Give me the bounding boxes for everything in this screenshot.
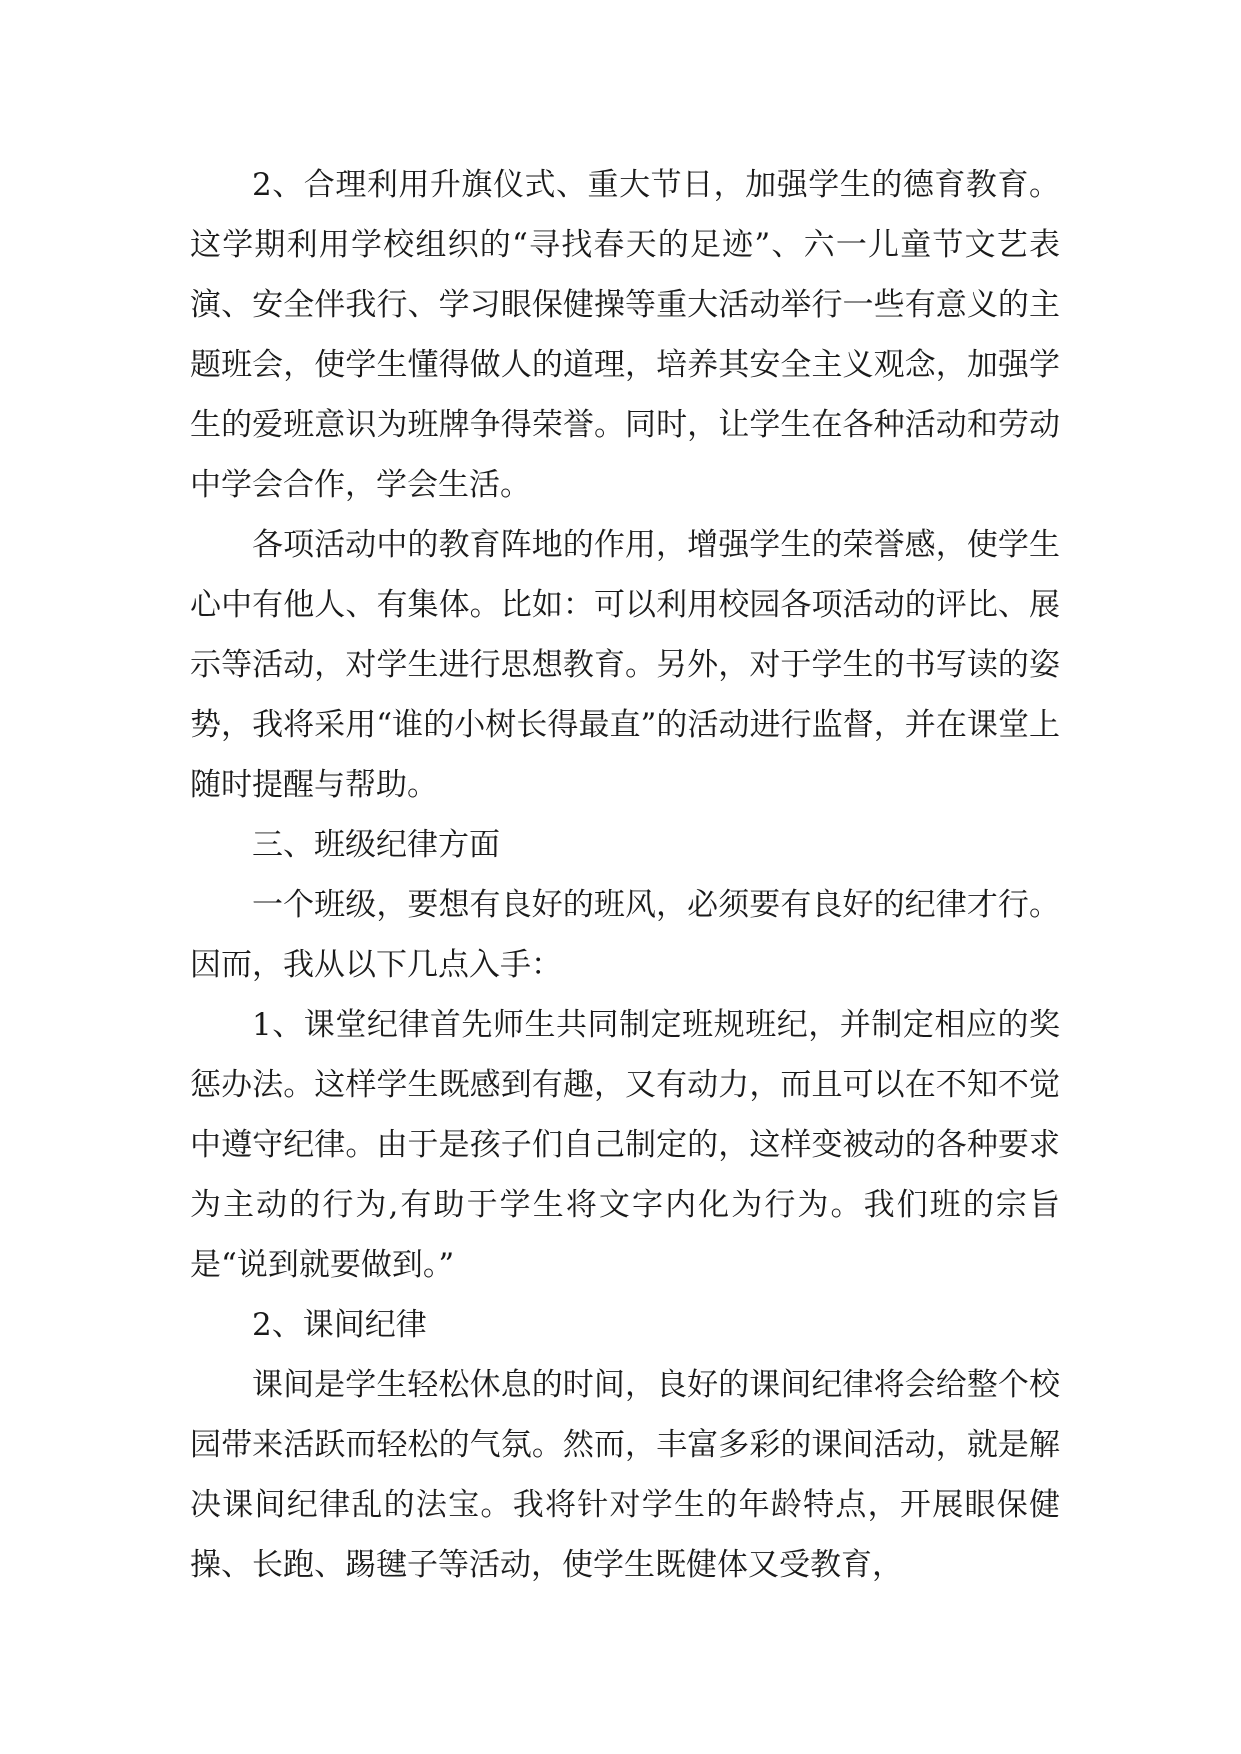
document-page (190, 155, 1060, 1595)
paragraph-activities: 各项活动中的教育阵地的作用，增强学生的荣誉感，使学生心中有他人、有集体。比如：可以利用校园各项活动的评比、展示等活动，对学生进行思想教育。另外，对于学生的书写读的姿势，我将采用“谁的小树长得最直”的活动进行监督，并在课堂上随时提醒与帮助。 (190, 527, 1060, 803)
paragraph-discipline-intro: 一个班级，要想有良好的班风，必须要有良好的纪律才行。因而，我从以下几点入手： (190, 887, 1060, 983)
paragraph-flag-ceremony: 2、合理利用升旗仪式、重大节日，加强学生的德育教育。这学期利用学校组织的“寻找春天的足迹”、六一儿童节文艺表演、安全伴我行、学习眼保健操等重大活动举行一些有意义的主题班会，使学生懂得做人的道理，培养其安全主义观念，加强学生的爱班意识为班牌争得荣誉。同时，让学生在各种活动和劳动中学会合作，学会生活。 (190, 167, 1060, 503)
paragraph-break-discipline: 课间是学生轻松休息的时间，良好的课间纪律将会给整个校园带来活跃而轻松的气氛。然而，丰富多彩的课间活动，就是解决课间纪律乱的法宝。我将针对学生的年龄特点，开展眼保健操、长跑、踢毽子等活动，使学生既健体又受教育， (190, 1367, 1060, 1583)
subheading-break-discipline: 2、课间纪律 (252, 1307, 427, 1343)
paragraph-classroom-discipline: 1、课堂纪律首先师生共同制定班规班纪，并制定相应的奖惩办法。这样学生既感到有趣，又有动力，而且可以在不知不觉中遵守纪律。由于是孩子们自己制定的，这样变被动的各种要求为主动的行为,有助于学生将文字内化为行为。我们班的宗旨是“说到就要做到。” (190, 1007, 1060, 1283)
section-heading-class-discipline: 三、班级纪律方面 (252, 827, 500, 863)
